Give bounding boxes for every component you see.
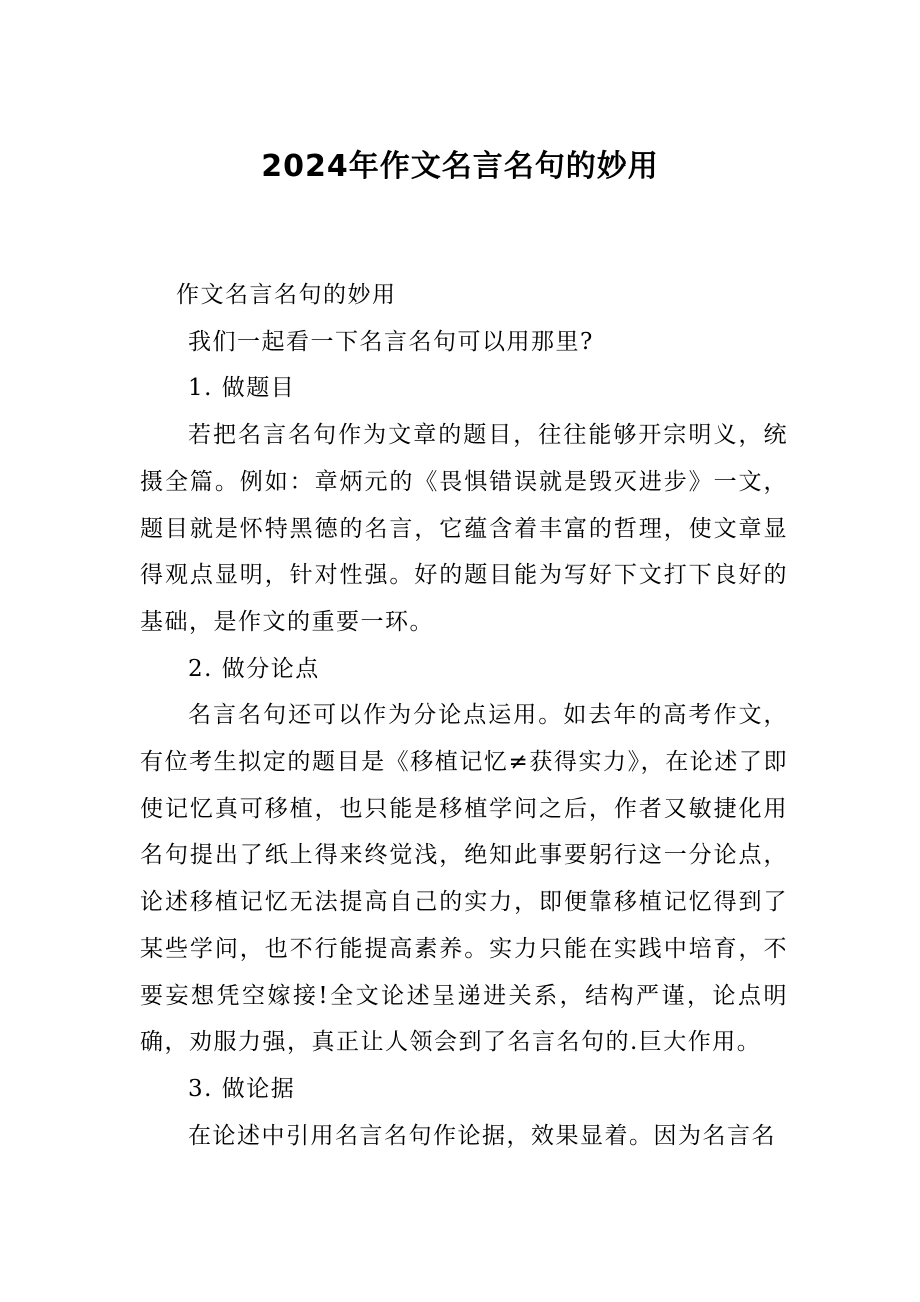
section-heading-2: 2. 做分论点 <box>188 655 320 682</box>
paragraph-section-2: 名言名句还可以作为分论点运用。如去年的高考作文，有位考生拟定的题目是《移植记忆≠获得实力》，在论述了即使记忆真可移植，也只能是移植学问之后，作者又敏捷化用名句提出了纸上得来终觉浅，绝知此事要躬行这一分论点，论述移植记忆无法提高自己的实力，即便靠移植记忆得到了某些学问，也不行能提高素养。实力只能在实践中培育，不要妄想凭空嫁接!全文论述呈递进关系，结构严谨，论点明确，劝服力强，真正让人领会到了名言名句的.巨大作用。 <box>140 702 788 1056</box>
section-heading-3: 3. 做论据 <box>188 1075 296 1102</box>
paragraph-section-1: 若把名言名句作为文章的题目，往往能够开宗明义，统摄全篇。例如：章炳元的《畏惧错误就是毁灭进步》一文，题目就是怀特黑德的名言，它蕴含着丰富的哲理，使文章显得观点显明，针对性强。好的题目能为写好下文打下良好的基础，是作文的重要一环。 <box>140 422 788 635</box>
paragraph-intro: 我们一起看一下名言名句可以用那里? <box>188 328 594 355</box>
document-body <box>140 272 788 1159</box>
section-heading-1: 1. 做题目 <box>188 375 296 402</box>
paragraph-section-3: 在论述中引用名言名句作论据，效果显着。因为名言名 <box>188 1122 776 1149</box>
document-title: 2024年作文名言名句的妙用 <box>261 149 659 184</box>
paragraph-subtitle: 作文名言名句的妙用 <box>176 282 397 308</box>
